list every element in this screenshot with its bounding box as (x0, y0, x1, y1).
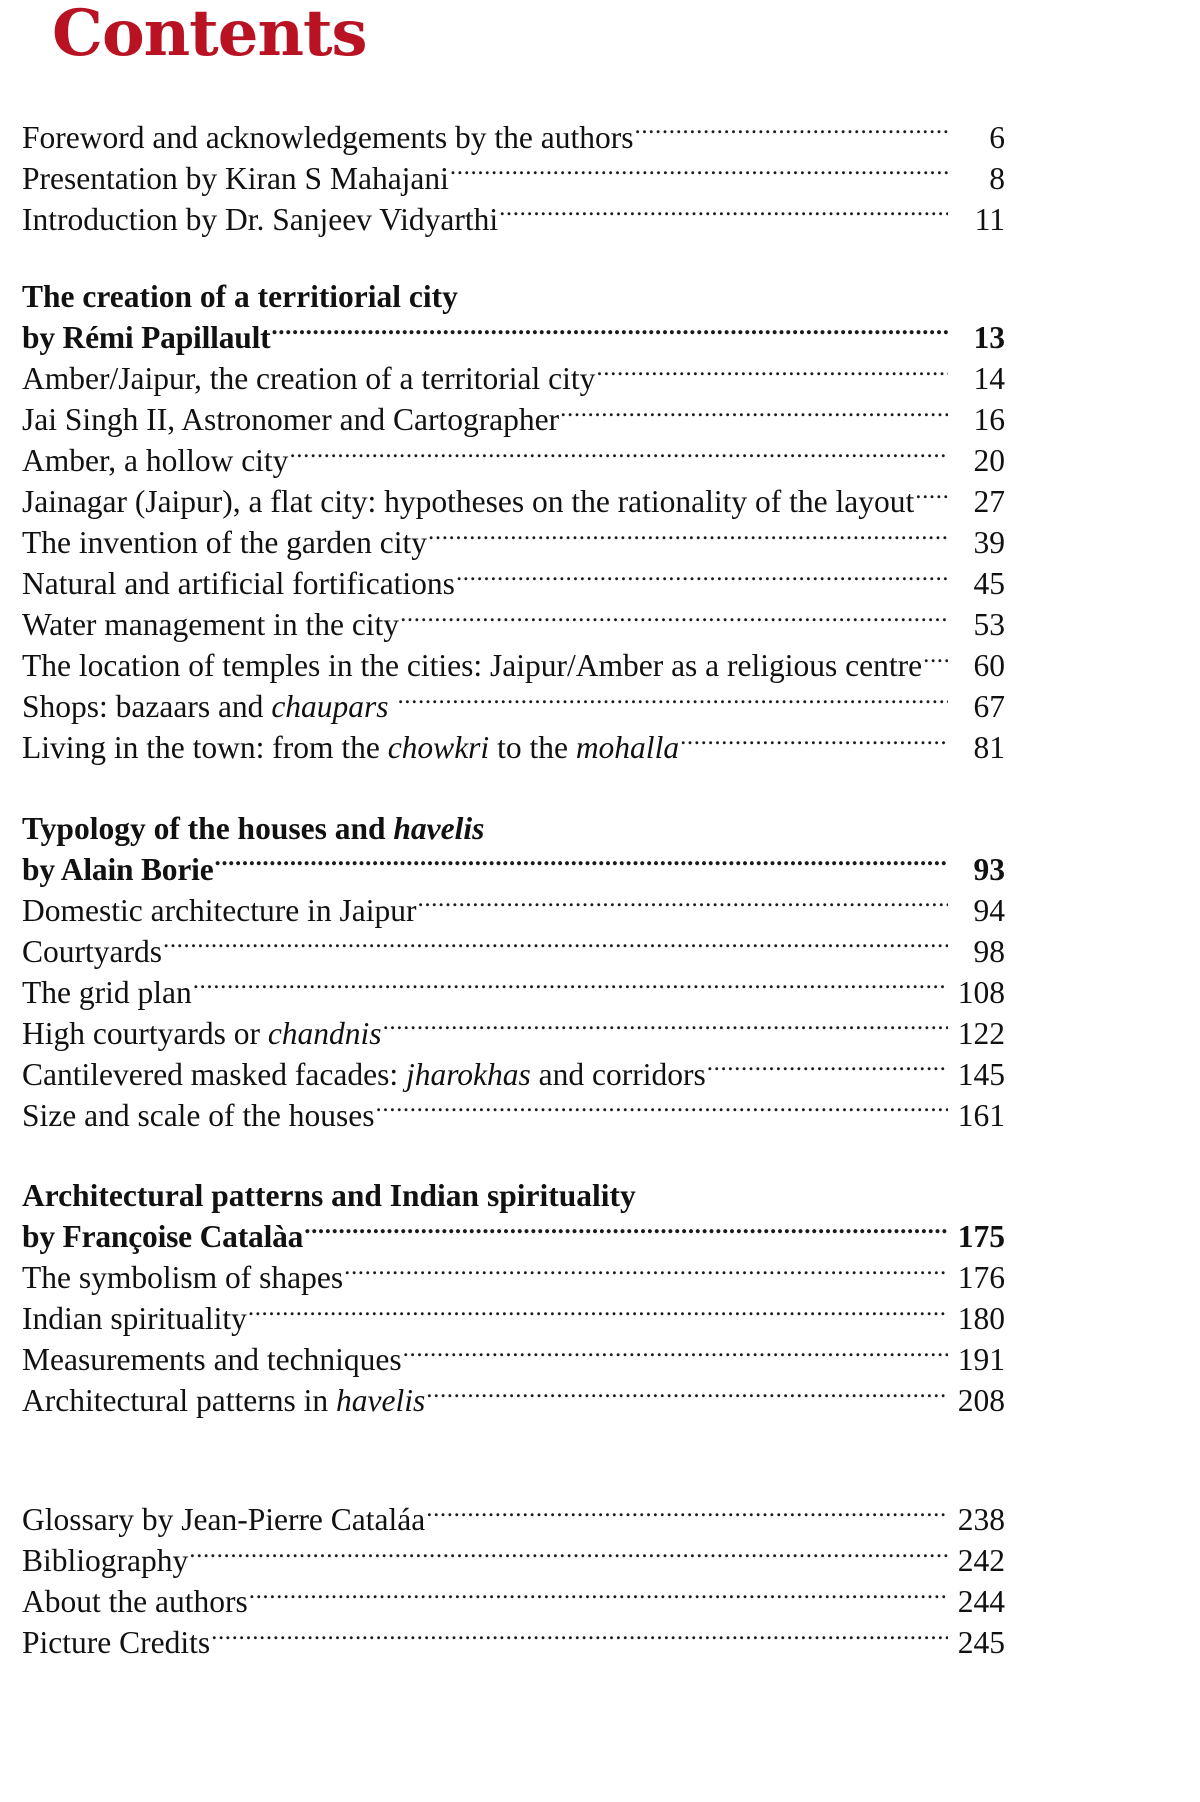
leader-dots (271, 317, 948, 349)
leader-dots (680, 727, 948, 759)
toc-entry-label: Water management in the city (22, 607, 400, 642)
leader-dots (456, 563, 948, 595)
toc-entry-page: 53 (973, 607, 1005, 642)
toc-entry-label: Measurements and techniques (22, 1342, 402, 1377)
toc-entry-label: Picture Credits (22, 1625, 211, 1660)
toc-row[interactable] (22, 1499, 1005, 1540)
toc-entry-page: 98 (973, 933, 1005, 969)
toc-row[interactable] (22, 440, 1005, 481)
toc-entry-page: 180 (957, 1301, 1005, 1336)
toc-entry-page: 60 (973, 648, 1005, 683)
label-part-italic: mohalla (575, 730, 680, 765)
toc-entry-label: Size and scale of the houses (22, 1097, 375, 1133)
label-part: High courtyards or (22, 1015, 268, 1051)
toc-entry-page: 67 (973, 689, 1005, 724)
leader-dots (426, 1499, 948, 1531)
toc-entry-page: 208 (957, 1383, 1005, 1418)
leader-dots (376, 1094, 948, 1126)
toc-entry-label: The symbolism of shapes (22, 1260, 344, 1295)
leader-dots (923, 645, 948, 677)
toc-row[interactable] (22, 1540, 1005, 1581)
leader-dots (428, 522, 948, 554)
leader-dots (450, 157, 948, 189)
toc-entry-label (22, 687, 396, 727)
leader-dots (289, 440, 948, 472)
toc-entry-page: 20 (973, 443, 1005, 478)
toc-entry-page: 16 (973, 402, 1005, 437)
section-author-label: by Françoise Catalàa (22, 1219, 304, 1254)
toc-entry-page: 13 (973, 320, 1005, 355)
toc-entry-page: 108 (957, 974, 1005, 1010)
toc-row[interactable] (22, 1053, 1005, 1094)
toc-row[interactable] (22, 1339, 1005, 1380)
leader-dots (499, 198, 948, 230)
toc-entry-page: 14 (973, 361, 1005, 396)
leader-dots (304, 1216, 948, 1248)
leader-dots (248, 1298, 948, 1330)
front-matter-group (22, 116, 1005, 239)
toc-row[interactable] (22, 358, 1005, 399)
leader-dots (249, 1581, 948, 1613)
section-creation-of-territorial-city (22, 277, 1005, 768)
section-entries (22, 317, 1005, 768)
label-part: Shops: bazaars and (22, 689, 272, 724)
toc-entry-label: About the authors (22, 1584, 248, 1619)
toc-entry-page: 245 (957, 1625, 1005, 1660)
toc-row[interactable] (22, 1622, 1005, 1663)
label-part: to the (489, 730, 576, 765)
section-author-label: by Alain Borie (22, 851, 214, 887)
toc-row[interactable] (22, 930, 1005, 971)
label-part-italic: chaupars (271, 689, 389, 724)
toc-entry-label (22, 1055, 706, 1095)
toc-entry-page: 161 (957, 1097, 1005, 1133)
toc-entry-label: Courtyards (22, 933, 162, 969)
toc-row[interactable] (22, 645, 1005, 686)
toc-entry-label: The location of temples in the cities: Jaipur/Amber as a religious centre (22, 648, 923, 683)
leader-dots (426, 1380, 948, 1412)
toc-entry-label: Presentation by Kiran S Mahajani (22, 160, 449, 196)
leader-dots (189, 1540, 948, 1572)
toc-entry-label: The invention of the garden city (22, 525, 427, 560)
toc-row-author[interactable] (22, 848, 1005, 889)
toc-row[interactable] (22, 116, 1005, 157)
leader-dots (163, 930, 948, 962)
section-entries (22, 848, 1005, 1135)
toc-entry-page: 45 (973, 566, 1005, 601)
label-part: Living in the town: from the (22, 730, 388, 765)
toc-entry-page: 94 (973, 892, 1005, 928)
toc-entry-page: 6 (989, 119, 1005, 155)
toc-entry-label: Indian spirituality (22, 1301, 247, 1336)
toc-row[interactable] (22, 399, 1005, 440)
heading-part-italic: havelis (393, 810, 485, 846)
toc-row-author[interactable] (22, 1216, 1005, 1257)
leader-dots (214, 848, 948, 880)
leader-dots (596, 358, 948, 390)
toc-entry-page: 122 (957, 1015, 1005, 1051)
section-heading: The creation of a territiorial city (22, 279, 458, 314)
toc-entry-label: Jainagar (Jaipur), a flat city: hypotheses on the rationality of the layout (22, 484, 915, 519)
toc-entry-label: Foreword and acknowledgements by the authors (22, 119, 634, 155)
toc-entry-page: 175 (957, 1219, 1005, 1254)
toc-entry-label: Natural and artificial fortifications (22, 566, 455, 601)
toc-row[interactable] (22, 481, 1005, 522)
toc-entry-label: Amber, a hollow city (22, 443, 289, 478)
page-title: Contents (52, 0, 367, 71)
toc-row[interactable] (22, 1012, 1005, 1053)
toc-row[interactable] (22, 889, 1005, 930)
toc-entry-label: Domestic architecture in Jaipur (22, 892, 417, 928)
leader-dots (560, 399, 948, 431)
label-part-italic: chowkri (387, 730, 490, 765)
back-matter-group (22, 1499, 1005, 1663)
leader-dots (403, 1339, 948, 1371)
toc-row[interactable] (22, 1257, 1005, 1298)
label-part-italic: havelis (336, 1383, 426, 1418)
leader-dots (915, 481, 948, 513)
toc-entry-label: Glossary by Jean-Pierre Cataláa (22, 1502, 426, 1537)
toc-entry-page: 242 (957, 1543, 1005, 1578)
toc-entry-page: 145 (957, 1056, 1005, 1092)
leader-dots (634, 116, 948, 148)
toc-row[interactable] (22, 522, 1005, 563)
toc-entry-label (22, 1014, 382, 1054)
toc-entry-label: Bibliography (22, 1543, 189, 1578)
toc-row-author[interactable] (22, 317, 1005, 358)
toc-entry-label (22, 1381, 425, 1421)
section-author-label: by Rémi Papillault (22, 320, 271, 355)
section-typology-of-houses (22, 809, 1005, 1136)
toc-entry-page: 93 (973, 851, 1005, 887)
toc-row[interactable] (22, 157, 1005, 198)
leader-dots (344, 1257, 948, 1289)
heading-part: Typology of the houses and (22, 810, 394, 846)
toc-entry-page: 176 (957, 1260, 1005, 1295)
leader-dots (707, 1053, 948, 1085)
section-architectural-patterns (22, 1176, 1005, 1421)
toc-entry-label: Amber/Jaipur, the creation of a territorial city (22, 361, 596, 396)
leader-dots (193, 971, 948, 1003)
toc-row[interactable] (22, 1380, 1005, 1421)
toc-entry-page: 8 (989, 160, 1005, 196)
toc-entry-label: The grid plan (22, 974, 192, 1010)
label-part-italic: chandnis (267, 1015, 382, 1051)
section-heading: Architectural patterns and Indian spirituality (22, 1178, 636, 1213)
toc-entry-page: 244 (957, 1584, 1005, 1619)
toc-entry-page: 27 (973, 484, 1005, 519)
section-entries (22, 1216, 1005, 1421)
toc-entry-page: 191 (957, 1342, 1005, 1377)
toc-row[interactable] (22, 1094, 1005, 1135)
toc-row[interactable] (22, 563, 1005, 604)
section-heading (22, 809, 1005, 849)
leader-dots (417, 889, 948, 921)
leader-dots (211, 1622, 948, 1654)
toc-entry-page: 81 (973, 730, 1005, 765)
toc-row[interactable] (22, 604, 1005, 645)
toc-row[interactable] (22, 1298, 1005, 1339)
leader-dots (397, 686, 948, 718)
toc-entry-label (22, 728, 679, 768)
toc-entry-label: Jai Singh II, Astronomer and Cartographer (22, 402, 560, 437)
label-part: Cantilevered masked facades: (22, 1056, 406, 1092)
toc-entry-page: 238 (957, 1502, 1005, 1537)
toc-entry-label: Introduction by Dr. Sanjeev Vidyarthi (22, 201, 499, 237)
toc-row[interactable] (22, 686, 1005, 727)
toc-row[interactable] (22, 198, 1005, 239)
label-part: and corridors (530, 1056, 706, 1092)
toc-entry-page: 11 (974, 201, 1005, 237)
label-part: Architectural patterns in (22, 1383, 337, 1418)
label-part-italic: jharokhas (405, 1056, 531, 1092)
leader-dots (383, 1012, 948, 1044)
toc-row[interactable] (22, 971, 1005, 1012)
toc-row[interactable] (22, 727, 1005, 768)
toc-row[interactable] (22, 1581, 1005, 1622)
toc-entry-page: 39 (973, 525, 1005, 560)
leader-dots (400, 604, 948, 636)
